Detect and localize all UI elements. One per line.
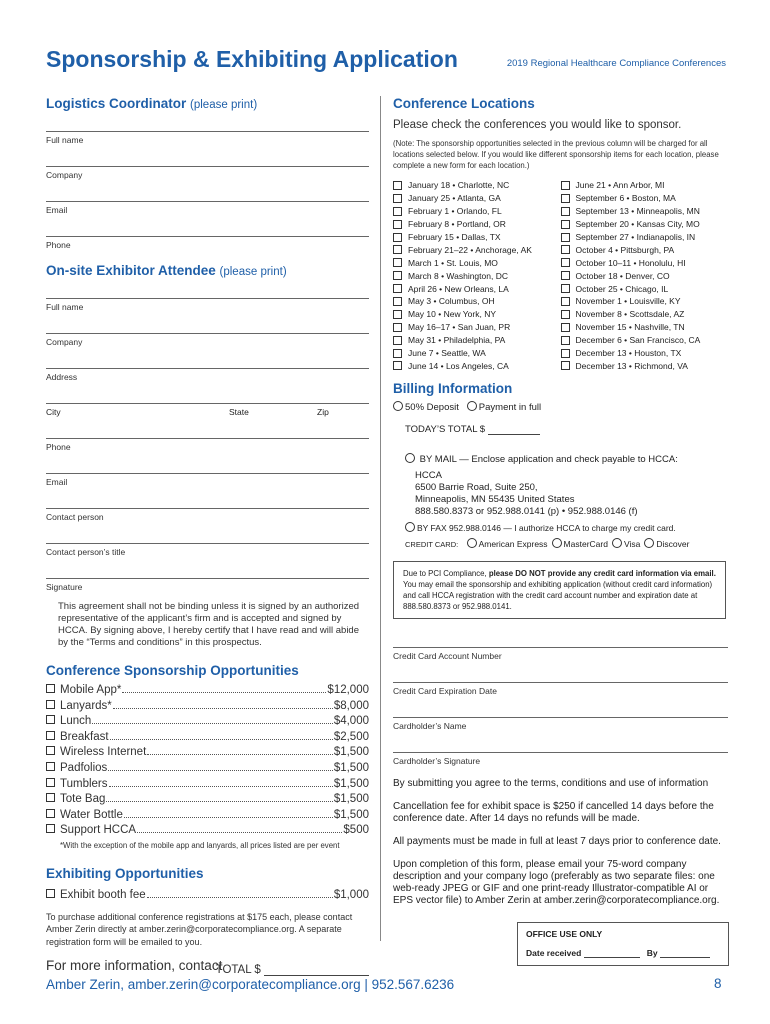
exhibiting-heading: Exhibiting Opportunities (46, 865, 204, 881)
billing-paragraph: Cancellation fee for exhibit space is $250 if cancelled 14 days before the conference date. After 14 days no refunds will be made. (393, 801, 714, 825)
location-label: February 8 • Portland, OR (408, 219, 506, 230)
sponsorship-item[interactable] (46, 731, 369, 747)
location-item[interactable] (393, 321, 561, 334)
billing-heading: Billing Information (393, 381, 513, 397)
checkbox[interactable] (561, 194, 570, 203)
sponsorship-item[interactable] (46, 824, 369, 840)
total-line: TOTAL $ (46, 964, 369, 976)
location-item[interactable] (393, 231, 561, 244)
card-label: Visa (623, 539, 641, 550)
location-item[interactable] (561, 321, 729, 334)
sponsorship-item[interactable] (46, 809, 369, 825)
checkbox[interactable] (561, 271, 570, 280)
location-item[interactable] (561, 295, 729, 308)
location-label: March 8 • Washington, DC (408, 270, 508, 281)
card-option[interactable] (467, 539, 548, 549)
sponsorship-item[interactable] (46, 762, 369, 778)
city-label: City (46, 407, 61, 417)
location-label: December 13 • Houston, TX (575, 348, 682, 359)
text-field[interactable] (46, 523, 369, 544)
location-item[interactable] (561, 256, 729, 269)
dot-leader (110, 731, 333, 740)
todays-total: TODAY’S TOTAL $ (393, 424, 728, 435)
location-label: September 6 • Boston, MA (575, 193, 676, 204)
office-use-box: OFFICE USE ONLY Date received By (517, 922, 729, 966)
checkbox[interactable] (393, 207, 402, 216)
location-label: May 10 • New York, NY (408, 309, 497, 320)
address-line: 888.580.8373 or 952.988.0141 (p) • 952.988.0146 (f) (415, 506, 638, 518)
locations-intro: Please check the conferences you would like to sponsor. (393, 119, 682, 131)
sponsorship-item[interactable] (46, 778, 369, 794)
location-item[interactable] (393, 192, 561, 205)
hcca-address (405, 470, 728, 518)
location-label: June 14 • Los Angeles, CA (408, 360, 509, 371)
checkbox[interactable] (46, 700, 55, 709)
location-label: May 31 • Philadelphia, PA (408, 335, 506, 346)
location-item[interactable] (393, 218, 561, 231)
checkbox[interactable] (393, 220, 402, 229)
sponsorship-heading: Conference Sponsorship Opportunities (46, 663, 299, 678)
checkbox[interactable] (46, 715, 55, 724)
text-field[interactable] (46, 278, 369, 299)
item-price: $12,000 (327, 684, 369, 696)
field-label: Full name (46, 135, 84, 145)
location-label: June 7 • Seattle, WA (408, 348, 486, 359)
footer-contact: Amber Zerin, amber.zerin@corporatecompliance.org | 952.567.6236 (46, 977, 455, 992)
location-item[interactable] (561, 218, 729, 231)
checkbox[interactable] (561, 245, 570, 254)
todays-total-input[interactable] (488, 425, 540, 435)
left-column (46, 96, 369, 976)
item-price: $500 (343, 824, 369, 837)
checkbox[interactable] (561, 207, 570, 216)
address-line: Minneapolis, MN 55435 United States (415, 494, 575, 506)
location-item[interactable] (393, 295, 561, 308)
cc-field-label: Credit Card Account Number (393, 651, 502, 662)
text-field[interactable] (46, 418, 369, 439)
cc-input[interactable] (393, 662, 728, 683)
location-item[interactable] (561, 205, 729, 218)
location-label: December 13 • Richmond, VA (575, 360, 688, 371)
checkbox[interactable] (393, 310, 402, 319)
field-label: Company (46, 170, 83, 180)
field-label: Company (46, 337, 83, 347)
location-item[interactable] (393, 179, 561, 192)
location-item[interactable] (561, 359, 729, 372)
cc-field-label: Cardholder’s Name (393, 721, 467, 732)
location-label: November 1 • Louisville, KY (575, 296, 681, 307)
item-name: Tote Bag (60, 793, 106, 806)
location-item[interactable] (393, 308, 561, 321)
checkbox[interactable] (561, 220, 570, 229)
locations-right (561, 179, 729, 372)
checkbox[interactable] (46, 793, 55, 802)
checkbox[interactable] (561, 310, 570, 319)
checkbox[interactable] (393, 361, 402, 370)
payment-options: 50% Deposit Payment in full (393, 401, 728, 413)
card-radio[interactable] (644, 538, 654, 548)
card-option[interactable] (552, 539, 608, 549)
item-price: $1,500 (333, 777, 369, 790)
zip-label: Zip (317, 407, 329, 417)
page-subtitle: 2019 Regional Healthcare Compliance Conferences (506, 58, 726, 69)
state-label: State (229, 407, 249, 417)
sponsorship-item[interactable] (46, 793, 369, 809)
item-name: Wireless Internet (60, 746, 147, 759)
item-name: Breakfast (60, 730, 109, 743)
location-item[interactable] (393, 243, 561, 256)
item-price: $1,500 (333, 761, 369, 774)
item-price: $1,500 (333, 793, 369, 806)
checkbox[interactable] (393, 245, 402, 254)
field-label: Contact person (46, 512, 104, 522)
location-label: October 18 • Denver, CO (575, 270, 670, 281)
location-item[interactable] (561, 308, 729, 321)
by-mail-option: BY MAIL — Enclose application and check payable to HCCA: HCCA 6500 Barrie Road, Suite 250, Minneapolis, MN 55435 United States 888.580.8373 or 952.988.0141 (p) • 952.988.0146 (f) (393, 453, 728, 518)
billing-paragraph: Upon completion of this form, please email your 75-word company description and your company logo (preferably as two separate files: one web-ready JPEG or GIF and one print-ready Illustrator-compatible AI or EPS vector file) to Amber Zerin at amber.zerin@corporatecompliance.org. (393, 859, 720, 907)
full-payment-radio[interactable] (467, 401, 477, 411)
location-item[interactable] (561, 243, 729, 256)
checkbox[interactable] (393, 336, 402, 345)
cc-input[interactable] (393, 697, 728, 718)
onsite-fields-b (46, 418, 369, 593)
text-field[interactable] (46, 313, 369, 334)
billing-paragraph: All payments must be made in full at least 7 days prior to conference date. (393, 836, 721, 848)
checkbox[interactable] (393, 349, 402, 358)
page-title: Sponsorship & Exhibiting Application (46, 46, 458, 72)
location-label: October 4 • Pittsburgh, PA (575, 244, 675, 255)
item-name: Water Bottle (60, 808, 123, 821)
sponsorship-list (46, 684, 369, 840)
cc-field-label: Cardholder’s Signature (393, 756, 481, 767)
checkbox[interactable] (393, 233, 402, 242)
locations-grid (393, 179, 728, 372)
location-item[interactable] (561, 231, 729, 244)
card-option[interactable] (644, 539, 689, 549)
checkbox[interactable] (561, 361, 570, 370)
location-label: November 8 • Scottsdale, AZ (575, 309, 685, 320)
checkbox[interactable] (561, 349, 570, 358)
location-item[interactable] (561, 179, 729, 192)
logistics-fields (46, 111, 369, 251)
location-item[interactable] (561, 282, 729, 295)
location-label: May 3 • Columbus, OH (408, 296, 495, 307)
text-field[interactable] (46, 146, 369, 167)
onsite-fields (46, 278, 369, 383)
item-price: $1,500 (333, 808, 369, 821)
field-label: Address (46, 372, 78, 382)
date-received-input[interactable] (584, 949, 640, 958)
text-field[interactable] (46, 181, 369, 202)
text-field[interactable] (46, 216, 369, 237)
page-number: 8 (714, 976, 722, 991)
location-label: June 21 • Ann Arbor, MI (575, 180, 665, 191)
card-radio[interactable] (552, 538, 562, 548)
location-label: September 13 • Minneapolis, MN (575, 206, 700, 217)
card-label: Discover (656, 539, 690, 550)
by-fax-radio[interactable] (405, 522, 415, 532)
sponsorship-footnote: *With the exception of the mobile app and lanyards, all prices listed are per event (60, 840, 340, 850)
dot-leader (147, 746, 333, 755)
onsite-heading: On-site Exhibitor Attendee (please print) (46, 263, 287, 278)
item-price: $4,000 (333, 715, 369, 728)
location-label: February 21–22 • Anchorage, AK (408, 244, 532, 255)
by-input[interactable] (660, 949, 710, 958)
checkbox[interactable] (561, 258, 570, 267)
city-state-zip-field[interactable] (46, 383, 369, 404)
credit-card-options: CREDIT CARD: American Express MasterCard Visa Discover (405, 539, 690, 550)
item-name: Lanyards* (60, 699, 112, 712)
locations-note: (Note: The sponsorship opportunities selected in the previous column will be charged for all locations selected below. If you would like different sponsorship items for each location, please complete a new form for each location.) (393, 139, 719, 170)
checkbox[interactable] (393, 181, 402, 190)
checkbox[interactable] (46, 684, 55, 693)
location-item[interactable] (393, 334, 561, 347)
location-label: January 18 • Charlotte, NC (408, 180, 510, 191)
locations-heading: Conference Locations (393, 96, 535, 111)
checkbox[interactable] (393, 284, 402, 293)
cc-input[interactable] (393, 627, 728, 648)
checkbox[interactable] (561, 323, 570, 332)
pci-notice: Due to PCI Compliance, please DO NOT provide any credit card information via email. You may email the sponsorship and exhibiting application (without credit card information) and call HCCA registration with the credit card account number and expiration date at 888.580.8373 or 952.988.0141. (393, 561, 726, 619)
location-label: May 16–17 • San Juan, PR (408, 322, 511, 333)
checkbox[interactable] (561, 297, 570, 306)
credit-card-fields (393, 627, 728, 767)
checkbox[interactable] (561, 284, 570, 293)
dot-leader (137, 824, 342, 833)
footer-line1: For more information, contact (46, 958, 223, 973)
location-label: October 10–11 • Honolulu, HI (575, 257, 686, 268)
dot-leader (113, 700, 333, 709)
dot-leader (124, 809, 333, 818)
location-item[interactable] (393, 205, 561, 218)
location-label: September 20 • Kansas City, MO (575, 219, 700, 230)
city-state-zip-labels (46, 407, 369, 418)
address-line: 6500 Barrie Road, Suite 250, (415, 482, 538, 494)
item-name: Support HCCA (60, 824, 137, 837)
dot-leader (106, 793, 332, 802)
field-label: Full name (46, 302, 84, 312)
location-label: February 15 • Dallas, TX (408, 232, 501, 242)
field-label: Phone (46, 442, 71, 452)
dot-leader (109, 778, 333, 787)
sponsorship-item[interactable] (46, 715, 369, 731)
checkbox[interactable] (393, 271, 402, 280)
location-item[interactable] (393, 359, 561, 372)
location-label: February 1 • Orlando, FL (408, 206, 502, 217)
registration-note: To purchase additional conference registrations at $175 each, please contact Amber Zerin directly at amber.zerin@corporatecompliance.org. A separate registration form will be emailed to you. (46, 911, 353, 947)
location-label: November 15 • Nashville, TN (575, 322, 685, 333)
address-line: HCCA (415, 470, 442, 482)
text-field[interactable] (46, 111, 369, 132)
footer (46, 958, 454, 992)
checkbox[interactable] (393, 194, 402, 203)
field-label: Signature (46, 582, 83, 592)
location-label: December 6 • San Francisco, CA (575, 335, 701, 346)
location-label: April 26 • New Orleans, LA (408, 283, 509, 294)
checkbox[interactable] (46, 824, 55, 833)
item-name: Padfolios (60, 761, 108, 774)
text-field[interactable] (46, 453, 369, 474)
checkbox[interactable] (561, 336, 570, 345)
field-label: Email (46, 205, 68, 215)
item-name: Tumblers (60, 777, 108, 790)
text-field[interactable] (46, 348, 369, 369)
location-label: March 1 • St. Louis, MO (408, 257, 498, 268)
checkbox[interactable] (561, 233, 570, 242)
sponsorship-item[interactable] (46, 684, 369, 700)
by-mail-radio[interactable] (405, 453, 415, 463)
right-column (393, 96, 728, 907)
by-fax-option: BY FAX 952.988.0146 — I authorize HCCA to charge my credit card. (393, 522, 728, 533)
billing-paragraphs (393, 778, 728, 907)
item-name: Lunch (60, 715, 92, 728)
location-item[interactable] (393, 256, 561, 269)
locations-left (393, 179, 561, 372)
checkbox[interactable] (561, 181, 570, 190)
checkbox[interactable] (46, 731, 55, 740)
item-price: $1,500 (333, 746, 369, 759)
cc-input[interactable] (393, 732, 728, 753)
dot-leader (92, 715, 332, 724)
checkbox[interactable] (46, 746, 55, 755)
page-header (46, 44, 736, 78)
checkbox[interactable] (393, 323, 402, 332)
agreement-text: This agreement shall not be binding unless it is signed by an authorized representative of the applicant’s firm and is accepted and signed by HCCA. By signing above, I hereby certify that I have read and will abide by the “Terms and conditions” in this prospectus. (58, 601, 360, 648)
location-label: October 25 • Chicago, IL (575, 283, 669, 294)
logistics-heading: Logistics Coordinator (please print) (46, 96, 258, 111)
deposit-radio[interactable] (393, 401, 403, 411)
checkbox[interactable] (46, 889, 55, 898)
location-label: January 25 • Atlanta, GA (408, 193, 501, 204)
checkbox[interactable] (46, 809, 55, 818)
dot-leader (122, 684, 326, 693)
location-item[interactable] (561, 269, 729, 282)
sponsorship-item[interactable] (46, 700, 369, 716)
field-label: Email (46, 477, 68, 487)
field-label: Phone (46, 240, 71, 250)
item-name: Mobile App* (60, 684, 122, 696)
cc-field-label: Credit Card Expiration Date (393, 686, 497, 697)
item-price: $8,000 (333, 699, 369, 712)
text-field[interactable] (46, 558, 369, 579)
billing-paragraph: By submitting you agree to the terms, conditions and use of information (393, 778, 709, 790)
location-item[interactable] (393, 269, 561, 282)
card-option[interactable] (612, 539, 640, 549)
text-field[interactable] (46, 488, 369, 509)
location-item[interactable] (393, 282, 561, 295)
location-item[interactable] (561, 334, 729, 347)
location-label: September 27 • Indianapolis, IN (575, 232, 696, 242)
card-label: American Express (478, 539, 548, 550)
dot-leader (108, 762, 333, 771)
checkbox[interactable] (393, 258, 402, 267)
checkbox[interactable] (393, 297, 402, 306)
checkbox[interactable] (46, 778, 55, 787)
column-divider (380, 96, 381, 941)
card-radio[interactable] (467, 538, 477, 548)
location-item[interactable] (393, 347, 561, 360)
sponsorship-item[interactable] (46, 746, 369, 762)
card-label: MasterCard (563, 539, 608, 550)
field-label: Contact person’s title (46, 547, 126, 557)
card-radio[interactable] (612, 538, 622, 548)
location-item[interactable] (561, 347, 729, 360)
checkbox[interactable] (46, 762, 55, 771)
item-price: $2,500 (333, 730, 369, 743)
exhibit-booth-item[interactable]: Exhibit booth fee $1,000 (46, 889, 369, 905)
location-item[interactable] (561, 192, 729, 205)
